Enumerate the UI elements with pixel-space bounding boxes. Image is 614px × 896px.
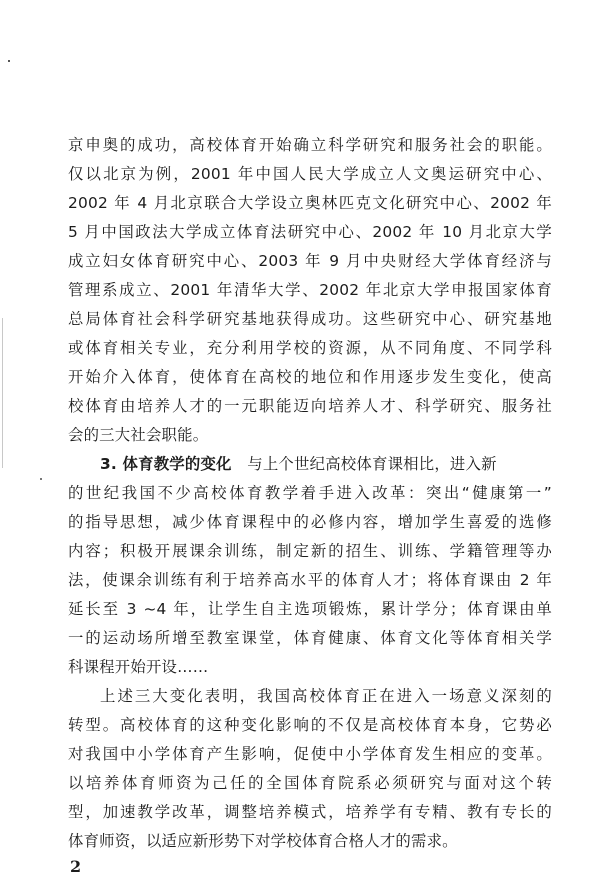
text-line: 京申奥的成功，高校体育开始确立科学研究和服务社会的职能。 [68, 136, 552, 154]
section-heading-continuation: 与上个世纪高校体育课相比，进入新 [247, 455, 497, 473]
text-line: 上述三大变化表明，我国高校体育正在进入一场意义深刻的 [100, 687, 552, 705]
scan-speck [8, 60, 10, 62]
text-line: 会的三大社会职能。 [68, 426, 209, 444]
text-line: 延长至 3 ~4 年，让学生自主选项锻炼，累计学分；体育课由单 [68, 600, 552, 618]
section-heading-line [68, 450, 552, 479]
text-line: 开始介入体育，使体育在高校的地位和作用逐步发生变化，使高 [68, 368, 552, 386]
text-line: 一的运动场所增至教室课堂，体育健康、体育文化等体育相关学 [68, 629, 552, 647]
text-line: 体育师资，以适应新形势下对学校体育合格人才的需求。 [68, 832, 458, 850]
text-line: 以培养体育师资为己任的全国体育院系必须研究与面对这个转 [68, 774, 552, 792]
scan-speck [40, 478, 42, 480]
text-line: 校体育由培养人才的一元职能迈向培养人才、科学研究、服务社 [68, 397, 552, 415]
text-line: 管理系成立、2001 年清华大学、2002 年北京大学申报国家体育 [68, 281, 552, 299]
text-line: 5 月中国政法大学成立体育法研究中心、2002 年 10 月北京大学 [68, 223, 552, 241]
page-number: 2 [70, 857, 82, 876]
text-line: 的世纪我国不少高校体育教学着手进入改革：突出“健康第一” [68, 484, 552, 502]
text-line: 对我国中小学体育产生影响，促使中小学体育发生相应的变革。 [68, 745, 552, 763]
text-line: 内容；积极开展课余训练，制定新的招生、训练、学籍管理等办 [68, 542, 552, 560]
text-line: 的指导思想，减少体育课程中的必修内容，增加学生喜爱的选修 [68, 513, 552, 531]
text-line: 2002 年 4 月北京联合大学设立奥林匹克文化研究中心、2002 年 [68, 194, 552, 212]
text-line: 科课程开始开设…… [68, 658, 209, 676]
scan-margin-line [2, 318, 3, 468]
text-line: 转型。高校体育的这种变化影响的不仅是高校体育本身，它势必 [68, 716, 552, 734]
text-line: 型，加速教学改革，调整培养模式，培养学有专精、教有专长的 [68, 803, 552, 821]
text-line: 或体育相关专业，充分利用学校的资源，从不同角度、不同学科 [68, 339, 552, 357]
text-line: 成立妇女体育研究中心、2003 年 9 月中央财经大学体育经济与 [68, 252, 552, 270]
text-line: 仅以北京为例，2001 年中国人民大学成立人文奥运研究中心、 [68, 165, 552, 183]
body-text [68, 131, 552, 856]
section-heading: 3. 体育教学的变化 [100, 455, 232, 473]
text-line: 法，使课余训练有利于培养高水平的体育人才；将体育课由 2 年 [68, 571, 552, 589]
text-line: 总局体育社会科学研究基地获得成功。这些研究中心、研究基地 [68, 310, 552, 328]
